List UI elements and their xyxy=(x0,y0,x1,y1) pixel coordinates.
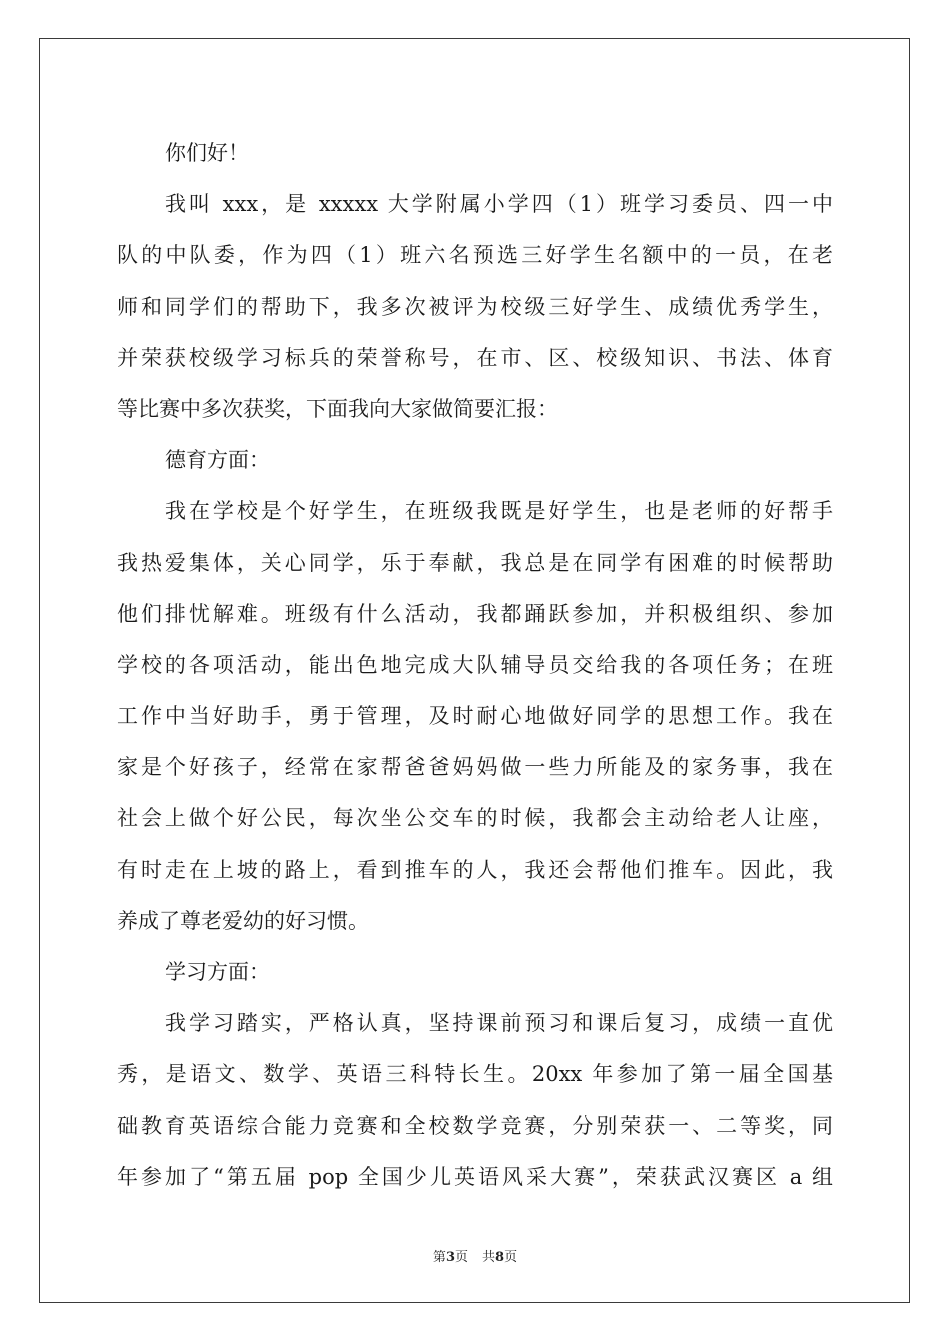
greeting-line: 你们好！ xyxy=(165,141,249,165)
paragraph-line: 我学习踏实，严格认真，坚持课前预习和课后复习，成绩一直优 xyxy=(165,1011,833,1036)
page-prefix: 第 xyxy=(432,1250,446,1265)
paragraph-line: 他们排忧解难。班级有什么活动，我都踊跃参加，并积极组织、参加 xyxy=(117,601,833,626)
section-heading-study: 学习方面： xyxy=(165,960,270,984)
paragraph-line: 工作中当好助手，勇于管理，及时耐心地做好同学的思想工作。我在 xyxy=(117,704,833,729)
document-body xyxy=(117,128,833,1203)
paragraph-line: 养成了尊老爱幼的好习惯。 xyxy=(117,908,369,933)
paragraph-line: 家是个好孩子，经常在家帮爸爸妈妈做一些力所能及的家务事，我在 xyxy=(117,755,833,780)
paragraph-line: 年参加了“第五届 pop 全国少儿英语风采大赛”，荣获武汉赛区 a 组 xyxy=(117,1164,833,1189)
paragraph-line: 我热爱集体，关心同学，乐于奉献，我总是在同学有困难的时候帮助 xyxy=(117,550,833,575)
paragraph-line: 我叫 xxx，是 xxxxx 大学附属小学四（1）班学习委员、四一中 xyxy=(165,192,833,217)
page-current: 3 xyxy=(445,1250,455,1265)
paragraph-line: 学校的各项活动，能出色地完成大队辅导员交给我的各项任务；在班 xyxy=(117,652,833,677)
paragraph-line: 并荣获校级学习标兵的荣誉称号，在市、区、校级知识、书法、体育 xyxy=(117,345,833,370)
paragraph-line: 础教育英语综合能力竞赛和全校数学竞赛，分别荣获一、二等奖，同 xyxy=(117,1113,833,1138)
total-prefix: 共 xyxy=(482,1250,496,1265)
page-total: 8 xyxy=(495,1250,505,1265)
paragraph-line: 师和同学们的帮助下，我多次被评为校级三好学生、成绩优秀学生， xyxy=(117,294,833,319)
paragraph-line: 我在学校是个好学生，在班级我既是好学生，也是老师的好帮手 xyxy=(165,499,833,524)
section-heading-moral: 德育方面： xyxy=(165,448,270,473)
total-suffix: 页 xyxy=(504,1250,518,1265)
paragraph-line: 队的中队委，作为四（1）班六名预选三好学生名额中的一员，在老 xyxy=(117,243,833,268)
page-suffix: 页 xyxy=(454,1250,468,1265)
paragraph-line: 等比赛中多次获奖，下面我向大家做简要汇报： xyxy=(117,396,558,421)
paragraph-line: 社会上做个好公民，每次坐公交车的时候，我都会主动给老人让座， xyxy=(117,806,833,831)
paragraph-line: 秀，是语文、数学、英语三科特长生。20xx 年参加了第一届全国基 xyxy=(117,1062,833,1087)
paragraph-line: 有时走在上坡的路上，看到推车的人，我还会帮他们推车。因此，我 xyxy=(117,857,833,882)
page-footer xyxy=(0,1246,950,1265)
